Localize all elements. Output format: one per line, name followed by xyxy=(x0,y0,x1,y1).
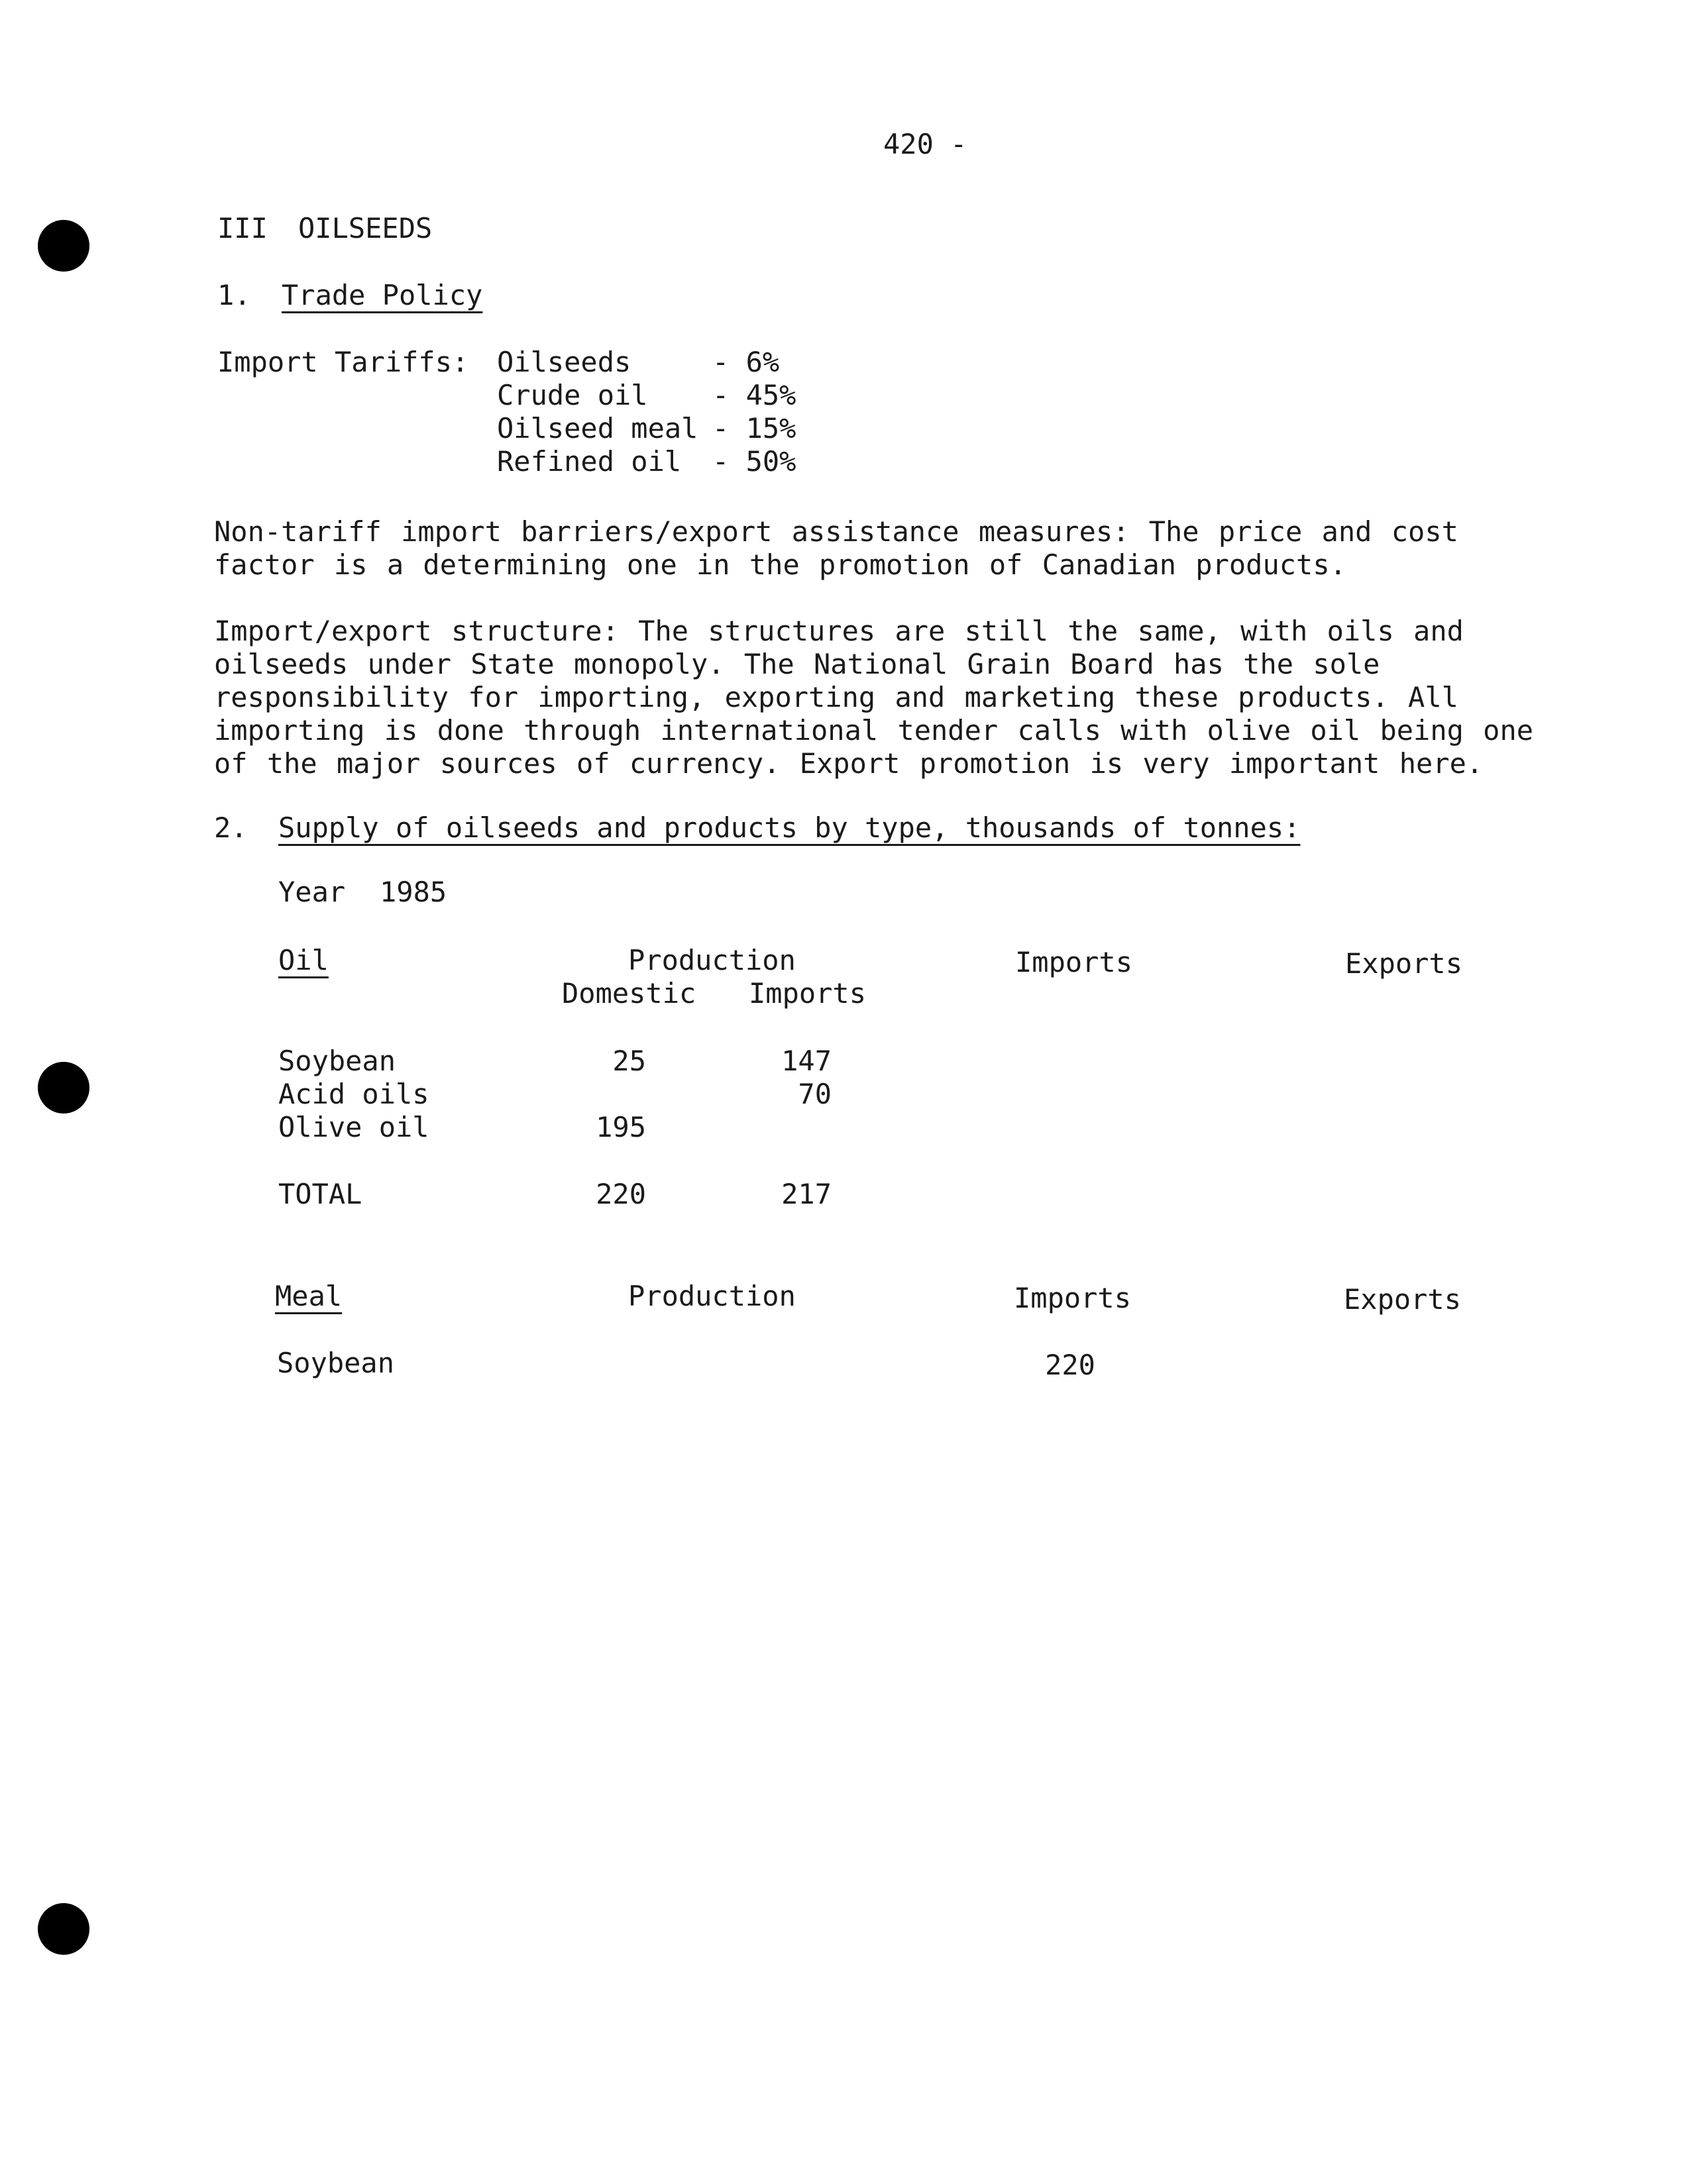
tariff-item: Oilseeds xyxy=(497,346,631,378)
year-label: Year xyxy=(278,876,346,908)
oil-domestic-header: Domestic xyxy=(562,977,696,1010)
oil-exports-header: Exports xyxy=(1345,947,1463,980)
oil-imports-header: Imports xyxy=(1015,946,1133,978)
binder-hole-bottom xyxy=(38,1903,89,1955)
oil-row-imports: 147 xyxy=(781,1045,832,1077)
binder-hole-middle xyxy=(38,1062,89,1114)
tariff-item: Oilseed meal xyxy=(497,412,698,444)
oil-production-header: Production xyxy=(628,944,796,976)
tariff-item: Crude oil xyxy=(497,379,648,411)
meal-row-name: Soybean xyxy=(277,1347,395,1379)
oil-row-domestic: 195 xyxy=(596,1111,646,1143)
oil-row-name: Soybean xyxy=(278,1045,396,1077)
section-title: OILSEEDS xyxy=(298,212,433,244)
oil-table-label: Oil xyxy=(278,944,329,976)
year-value: 1985 xyxy=(380,876,447,908)
non-tariff-paragraph: Non-tariff import barriers/export assistance measures: The price and cost factor is a determining one in the promotion of Canadian products. xyxy=(214,515,1458,581)
oil-row-imports: 70 xyxy=(798,1078,832,1110)
import-tariffs-label: Import Tariffs: xyxy=(217,346,469,378)
oil-row-name: Acid oils xyxy=(278,1078,429,1110)
tariff-rate: - 15% xyxy=(712,412,796,444)
oil-row-name: Olive oil xyxy=(278,1111,429,1143)
oil-total-domestic: 220 xyxy=(596,1178,646,1210)
oil-production-imports-header: Imports xyxy=(749,977,867,1010)
supply-number: 2. xyxy=(214,811,248,844)
binder-hole-top xyxy=(38,220,89,272)
supply-heading: Supply of oilseeds and products by type, thousands of tonnes: xyxy=(278,811,1301,844)
import-export-structure-paragraph: Import/export structure: The structures are still the same, with oils and oilseeds under State monopoly. The National Grain Board has the sole responsibility for importing, exporting and marketing these products. All importing is done through international tender calls with olive oil being one of the major sources of currency. Export promotion is very important here. xyxy=(214,615,1534,780)
page-number: 420 - xyxy=(883,128,967,160)
tariff-rate: - 45% xyxy=(712,379,796,411)
oil-total-imports: 217 xyxy=(781,1178,832,1210)
trade-policy-heading: Trade Policy xyxy=(282,279,483,311)
section-numeral: III xyxy=(217,212,268,244)
oil-total-label: TOTAL xyxy=(278,1178,362,1210)
oil-row-domestic: 25 xyxy=(612,1045,646,1077)
trade-policy-number: 1. xyxy=(217,279,251,311)
tariff-rate: - 6% xyxy=(712,346,780,378)
meal-row-imports: 220 xyxy=(1045,1349,1095,1381)
tariff-item: Refined oil xyxy=(497,445,682,478)
meal-table-label: Meal xyxy=(275,1280,343,1312)
meal-exports-header: Exports xyxy=(1344,1283,1462,1316)
tariff-rate: - 50% xyxy=(712,445,796,478)
meal-production-header: Production xyxy=(628,1280,796,1312)
meal-imports-header: Imports xyxy=(1014,1282,1132,1314)
